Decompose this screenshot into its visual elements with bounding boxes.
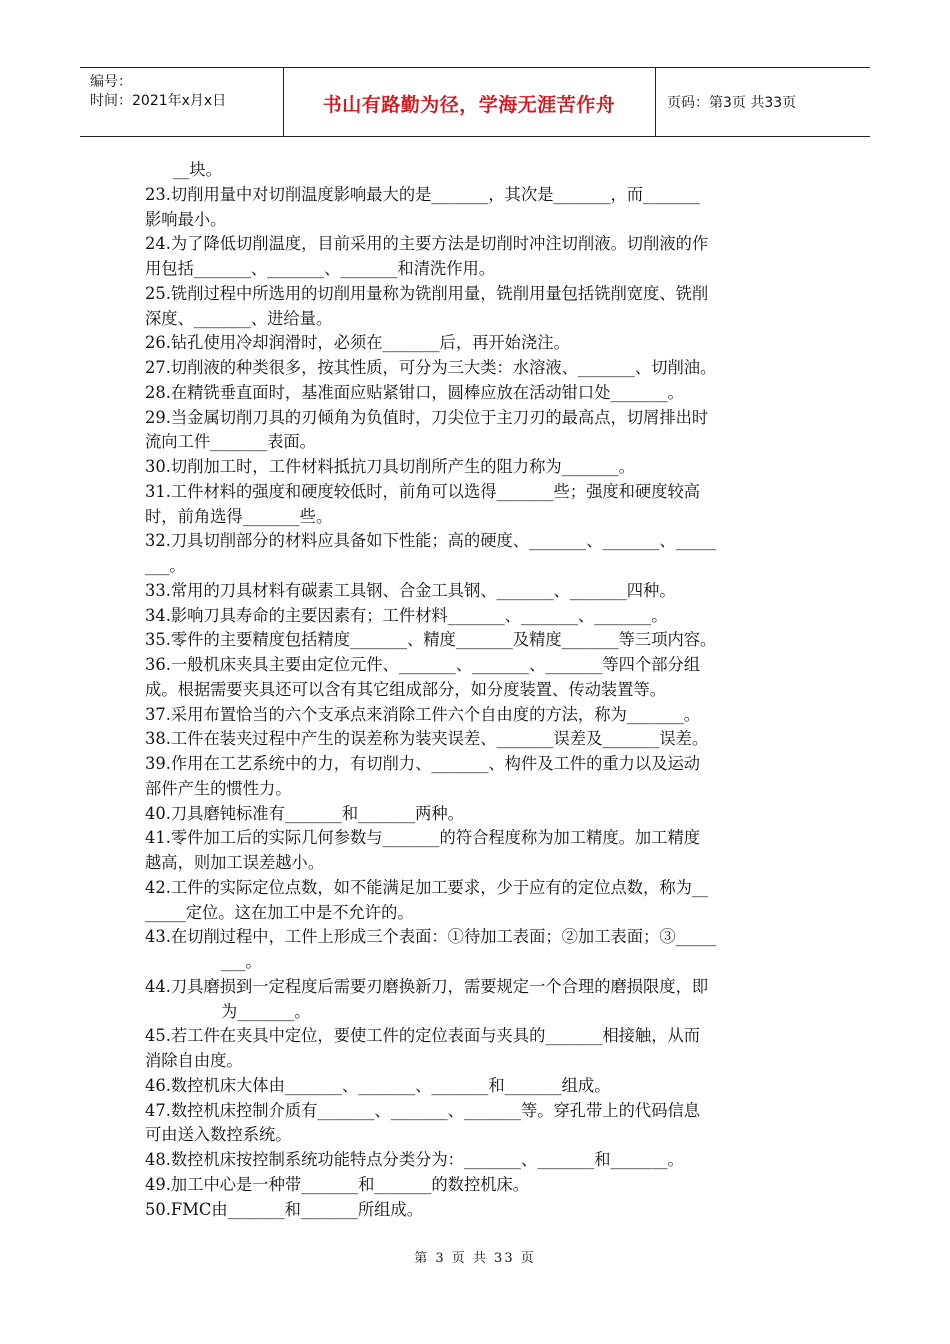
text-line: 45.若工件在夹具中定位，要使工件的定位表面与夹具的_______相接触，从而	[145, 1026, 701, 1046]
text-line: 可由送入数控系统。	[145, 1125, 292, 1145]
text-line: 48.数控机床按控制系统功能特点分类分为：_______、_______和_______。	[145, 1150, 684, 1169]
text-line: 43.在切削过程中，工件上形成三个表面：①待加工表面；②加工表面；③_____	[145, 927, 717, 947]
text-line: 消除自由度。	[145, 1051, 243, 1070]
text-line: 39.作用在工艺系统中的力，有切削力、_______、构件及工件的重力以及运动	[145, 754, 701, 773]
page-header	[80, 67, 870, 137]
text-line: 44.刀具磨损到一定程度后需要刃磨换新刀，需要规定一个合理的磨损限度，即	[145, 976, 709, 996]
text-line: 成。根据需要夹具还可以含有其它组成部分，如分度装置、传动装置等。	[145, 679, 667, 699]
text-line: _____定位。这在加工中是不允许的。	[145, 902, 414, 922]
text-line: 49.加工中心是一种带_______和_______的数控机床。	[145, 1174, 530, 1194]
text-line: 30.切削加工时，工件材料抵抗刀具切削所产生的阻力称为_______。	[145, 457, 635, 476]
date-label: 时间：2021年x月x日	[90, 93, 227, 109]
text-line: 34.影响刀具寿命的主要因素有；工件材料_______、_______、_______。	[145, 605, 668, 625]
page-footer: 第 3 页 共 33 页	[414, 1251, 536, 1266]
text-line: 46.数控机床大体由_______、_______、_______和_______组成。	[145, 1075, 611, 1095]
text-line: 41.零件加工后的实际几何参数与_______的符合程度称为加工精度。加工精度	[145, 828, 701, 848]
text-line: 40.刀具磨钝标准有_______和_______两种。	[145, 803, 464, 823]
code-label: 编号：	[90, 74, 132, 90]
text-line: 25.铣削过程中所选用的切削用量称为铣削用量，铣削用量包括铣削宽度、铣削	[145, 283, 709, 303]
text-line: 32.刀具切削部分的材料应具备如下性能；高的硬度、_______、_______、_____	[145, 531, 717, 551]
text-line: 23.切削用量中对切削温度影响最大的是_______，其次是_______，而_______	[145, 184, 701, 204]
header-motto: 书山有路勤为径，学海无涯苦作舟	[322, 94, 616, 116]
text-line: __块。	[173, 160, 222, 179]
header-page-info: 页码：第3页 共33页	[667, 95, 797, 111]
text-line: 部件产生的惯性力。	[145, 778, 292, 798]
text-line: 用包括_______、_______、_______和清洗作用。	[145, 259, 496, 278]
header-meta	[90, 73, 226, 111]
question-list	[145, 158, 810, 1222]
text-line: 27.切削液的种类很多，按其性质，可分为三大类：水溶液、_______、切削油。	[145, 358, 717, 377]
text-line: 37.采用布置恰当的六个支承点来消除工件六个自由度的方法，称为_______。	[145, 704, 701, 724]
text-line: 28.在精铣垂直面时，基准面应贴紧钳口，圆棒应放在活动钳口处_______。	[145, 382, 684, 402]
text-line: 时，前角选得_______些。	[145, 506, 333, 526]
text-line: ___。	[145, 556, 186, 575]
text-line: 深度、_______、进给量。	[145, 308, 333, 328]
text-line: 影响最小。	[145, 209, 227, 229]
text-line: 38.工件在装夹过程中产生的误差称为装夹误差、_______误差及_______误差。	[145, 729, 709, 749]
text-line: 31.工件材料的强度和硬度较低时，前角可以选得_______些；强度和硬度较高	[145, 481, 701, 501]
text-line: 36.一般机床夹具主要由定位元件、_______、_______、_______等四个部分组	[145, 655, 701, 674]
text-line: 越高，则加工误差越小。	[145, 853, 325, 872]
text-line: 29.当金属切削刀具的刃倾角为负值时，刀尖位于主刀刃的最高点，切屑排出时	[145, 407, 709, 427]
header-divider	[655, 68, 656, 136]
text-line: 为_______。	[221, 1001, 311, 1021]
text-line: 33.常用的刀具材料有碳素工具钢、合金工具钢、_______、_______四种。	[145, 580, 676, 600]
text-line: 42.工件的实际定位点数，如不能满足加工要求，少于应有的定位点数，称为__	[145, 877, 709, 897]
text-line: 50.FMC由_______和_______所组成。	[145, 1199, 423, 1219]
text-line: 26.钻孔使用冷却润滑时，必须在_______后，再开始浇注。	[145, 333, 570, 353]
text-line: 流向工件_______表面。	[145, 432, 316, 452]
text-line: 35.零件的主要精度包括精度_______、精度_______及精度_______等三项内容。	[145, 630, 717, 650]
text-line: 47.数控机床控制介质有_______、_______、_______等。穿孔带上的代码信息	[145, 1100, 701, 1120]
text-line: 24.为了降低切削温度，目前采用的主要方法是切削时冲注切削液。切削液的作	[145, 234, 709, 254]
text-line: ___。	[221, 952, 262, 971]
